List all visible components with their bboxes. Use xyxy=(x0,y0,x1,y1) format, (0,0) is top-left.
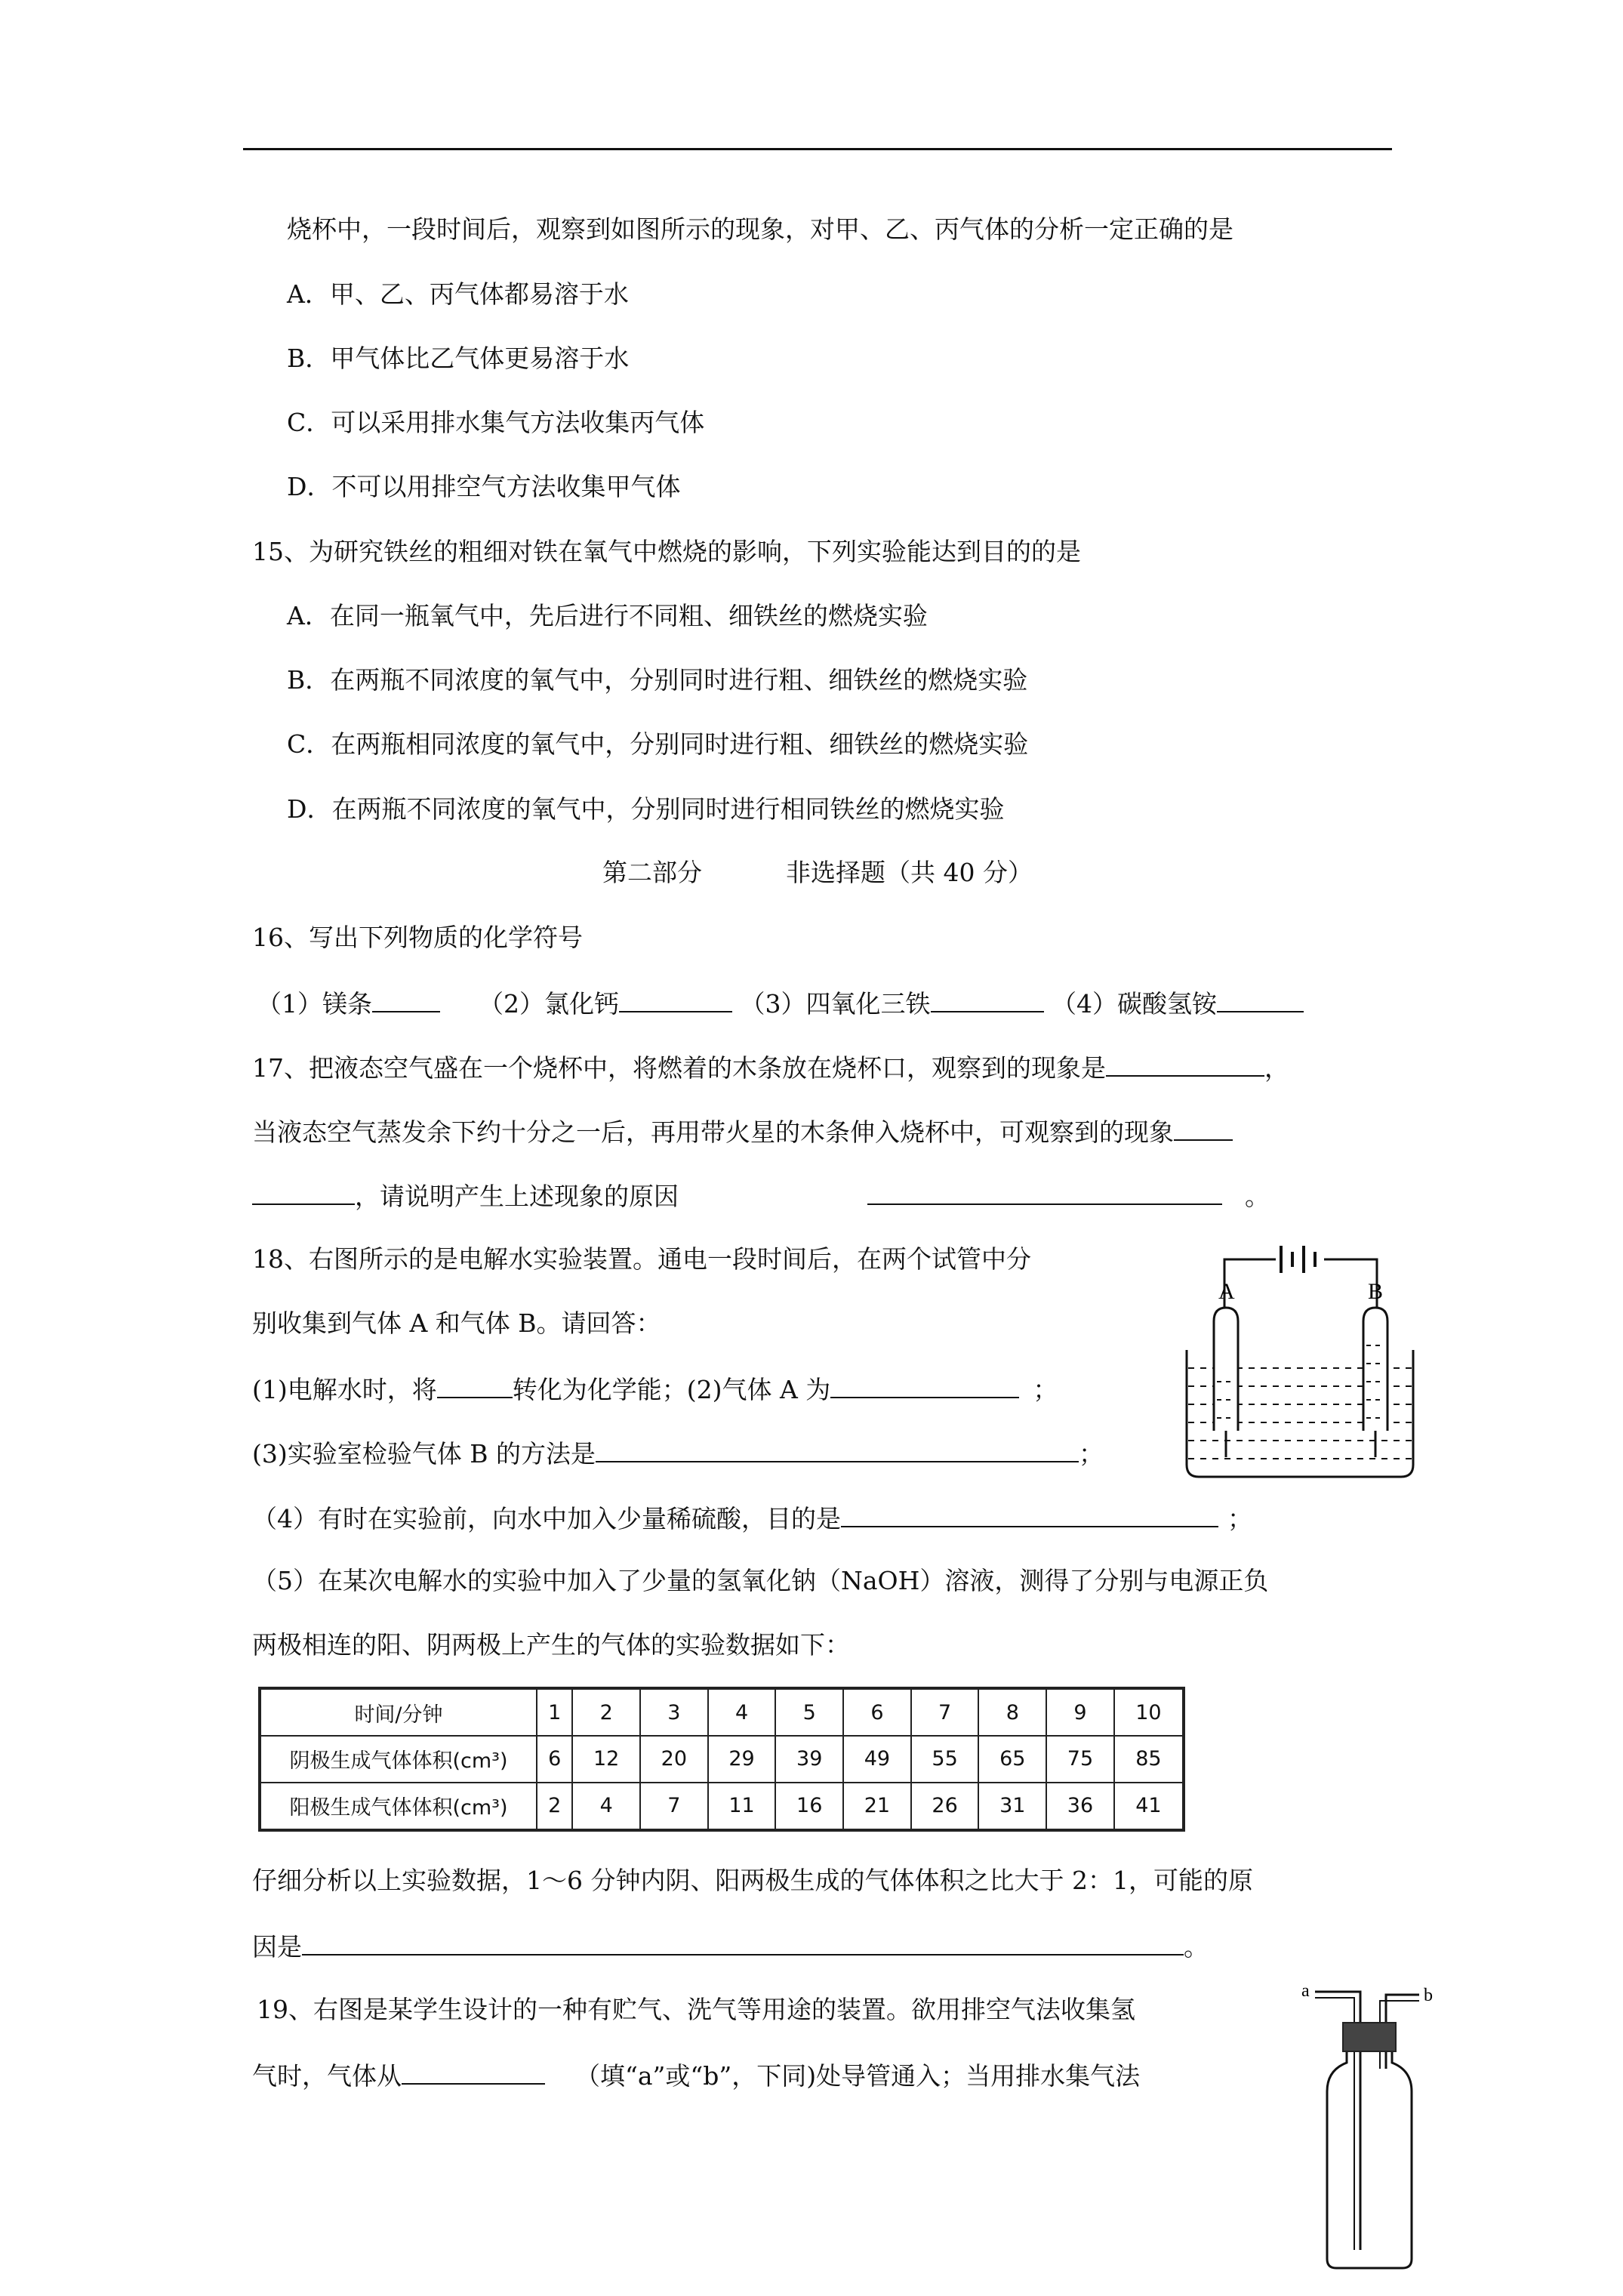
table-row xyxy=(260,1688,1184,1736)
answer-blank[interactable] xyxy=(830,1371,1019,1398)
q16-item-2: （2）氯化钙 xyxy=(479,989,619,1019)
q18-punct: ； xyxy=(1033,1375,1058,1404)
q17-line1 xyxy=(252,1049,1289,1085)
table-cell: 75 xyxy=(1046,1736,1114,1783)
answer-blank[interactable] xyxy=(372,985,440,1012)
answer-blank[interactable] xyxy=(252,1178,355,1205)
q16-item-4: （4）碳酸氢铵 xyxy=(1052,989,1217,1019)
tube-b-label: b xyxy=(1424,1986,1433,2005)
table-cell: 26 xyxy=(911,1783,979,1830)
table-cell: 2 xyxy=(572,1688,640,1736)
table-cell: 31 xyxy=(978,1783,1046,1830)
table-cell: 21 xyxy=(843,1783,911,1830)
q19-line2 xyxy=(252,2057,1140,2093)
answer-blank[interactable] xyxy=(1174,1114,1233,1141)
table-cell: 8 xyxy=(978,1688,1046,1736)
q17-text-3: ，请说明产生上述现象的原因 xyxy=(355,1182,679,1211)
answer-blank[interactable] xyxy=(596,1435,1079,1462)
table-cell: 39 xyxy=(775,1736,843,1783)
q14-option-b: B．甲气体比乙气体更易溶于水 xyxy=(287,344,630,373)
answer-blank[interactable] xyxy=(1106,1049,1264,1077)
q14-option-d: D．不可以用排空气方法收集甲气体 xyxy=(287,472,681,501)
table-row xyxy=(260,1783,1184,1830)
table-cell: 49 xyxy=(843,1736,911,1783)
q14-stem: 烧杯中，一段时间后，观察到如图所示的现象，对甲、乙、丙气体的分析一定正确的是 xyxy=(287,214,1233,244)
answer-blank[interactable] xyxy=(931,985,1044,1012)
q17-line3 xyxy=(252,1178,1270,1213)
table-cell: 29 xyxy=(708,1736,776,1783)
q14-option-c: C．可以采用排水集气方法收集丙气体 xyxy=(287,408,705,437)
answer-blank[interactable] xyxy=(402,2057,545,2085)
table-cell: 7 xyxy=(640,1783,708,1830)
q18-p3-text: (3)实验室检验气体 B 的方法是 xyxy=(252,1439,596,1469)
table-cell: 10 xyxy=(1114,1688,1184,1736)
tube-a-label: A xyxy=(1218,1279,1235,1304)
table-cell: 2 xyxy=(537,1783,572,1830)
row-label: 阳极生成气体体积(cm³) xyxy=(260,1783,537,1830)
q18-punct: ； xyxy=(1078,1439,1104,1469)
table-cell: 36 xyxy=(1046,1783,1114,1830)
q16-item-1: （1）镁条 xyxy=(257,989,372,1019)
q19-text-2: （填“a”或“b”，下同)处导管通入；当用排水集气法 xyxy=(575,2061,1141,2091)
answer-blank[interactable] xyxy=(619,985,732,1012)
table-cell: 55 xyxy=(911,1736,979,1783)
q19-line1: 19、右图是某学生设计的一种有贮气、洗气等用途的装置。欲用排空气法收集氢 xyxy=(257,1995,1135,2024)
table-cell: 20 xyxy=(640,1736,708,1783)
q15-option-b: B．在两瓶不同浓度的氧气中，分别同时进行粗、细铁丝的燃烧实验 xyxy=(287,665,1028,695)
q18-analysis2 xyxy=(252,1928,1209,1964)
q16-items xyxy=(257,985,1304,1021)
q18-punct: ； xyxy=(1227,1504,1252,1533)
tube-b-label: B xyxy=(1368,1279,1384,1304)
table-header: 时间/分钟 xyxy=(260,1688,537,1736)
table-cell: 6 xyxy=(537,1736,572,1783)
table-cell: 5 xyxy=(775,1688,843,1736)
q18-analysis1: 仔细分析以上实验数据，1～6 分钟内阴、阳两极生成的气体体积之比大于 2：1，可能的原 xyxy=(252,1866,1253,1895)
table-cell: 9 xyxy=(1046,1688,1114,1736)
q15-option-d: D．在两瓶不同浓度的氧气中，分别同时进行相同铁丝的燃烧实验 xyxy=(287,794,1005,824)
header-rule xyxy=(243,148,1392,150)
table-cell: 12 xyxy=(572,1736,640,1783)
table-cell: 11 xyxy=(708,1783,776,1830)
q15-option-c: C．在两瓶相同浓度的氧气中，分别同时进行粗、细铁丝的燃烧实验 xyxy=(287,729,1029,759)
q18-part3 xyxy=(252,1435,1104,1471)
table-cell: 85 xyxy=(1114,1736,1184,1783)
table-cell: 16 xyxy=(775,1783,843,1830)
table-cell: 4 xyxy=(572,1783,640,1830)
q16-item-3: （3）四氧化三铁 xyxy=(740,989,931,1019)
table-cell: 6 xyxy=(843,1688,911,1736)
table-cell: 1 xyxy=(537,1688,572,1736)
table-cell: 41 xyxy=(1114,1783,1184,1830)
tube-a-label: a xyxy=(1301,1981,1310,2001)
gas-bottle-figure xyxy=(1297,1978,1440,2273)
q18-line1: 18、右图所示的是电解水实验装置。通电一段时间后，在两个试管中分 xyxy=(252,1244,1031,1274)
table-cell: 65 xyxy=(978,1736,1046,1783)
table-cell: 3 xyxy=(640,1688,708,1736)
answer-blank[interactable] xyxy=(302,1928,1184,1955)
q18-part1 xyxy=(252,1371,1058,1407)
q14-option-a: A．甲、乙、丙气体都易溶于水 xyxy=(287,279,629,309)
gas-volume-table xyxy=(258,1687,1185,1832)
q18-punct: 。 xyxy=(1184,1932,1209,1962)
section-heading xyxy=(243,856,1392,889)
answer-blank[interactable] xyxy=(1217,985,1304,1012)
q18-p2-text: 转化为化学能；(2)气体 A 为 xyxy=(512,1375,831,1404)
q17-punct-1: ， xyxy=(1264,1053,1289,1083)
table-row xyxy=(260,1736,1184,1783)
q17-text-1: 17、把液态空气盛在一个烧杯中，将燃着的木条放在烧杯口，观察到的现象是 xyxy=(252,1053,1106,1083)
q16-stem: 16、写出下列物质的化学符号 xyxy=(252,923,583,952)
answer-blank[interactable] xyxy=(841,1500,1218,1527)
q18-line2: 别收集到气体 A 和气体 B。请回答： xyxy=(252,1308,661,1338)
q18-part5a: （5）在某次电解水的实验中加入了少量的氢氧化钠（NaOH）溶液，测得了分别与电源正负 xyxy=(252,1566,1269,1595)
q18-p4-text: （4）有时在实验前，向水中加入少量稀硫酸，目的是 xyxy=(252,1504,841,1533)
q17-text-2: 当液态空气蒸发余下约十分之一后，再用带火星的木条伸入烧杯中，可观察到的现象 xyxy=(252,1117,1174,1147)
q17-line2 xyxy=(252,1114,1233,1149)
row-label: 阴极生成气体体积(cm³) xyxy=(260,1736,537,1783)
answer-blank[interactable] xyxy=(867,1178,1222,1205)
electrolysis-apparatus-figure xyxy=(1179,1238,1421,1481)
section-part: 第二部分 xyxy=(602,858,702,887)
q18-part4 xyxy=(252,1500,1252,1536)
q15-option-a: A．在同一瓶氧气中，先后进行不同粗、细铁丝的燃烧实验 xyxy=(287,601,928,630)
answer-blank[interactable] xyxy=(437,1371,513,1398)
q17-punct-3: 。 xyxy=(1245,1182,1270,1211)
table-cell: 7 xyxy=(911,1688,979,1736)
q15-stem: 15、为研究铁丝的粗细对铁在氧气中燃烧的影响，下列实验能达到目的的是 xyxy=(252,537,1081,566)
q18-analysis-text: 因是 xyxy=(252,1932,302,1962)
q19-text-1: 气时，气体从 xyxy=(252,2061,402,2091)
table-cell: 4 xyxy=(708,1688,776,1736)
q18-part5b: 两极相连的阳、阴两极上产生的气体的实验数据如下： xyxy=(252,1630,850,1660)
q18-p1-text: (1)电解水时，将 xyxy=(252,1375,437,1404)
section-title: 非选择题（共 40 分） xyxy=(786,858,1033,887)
